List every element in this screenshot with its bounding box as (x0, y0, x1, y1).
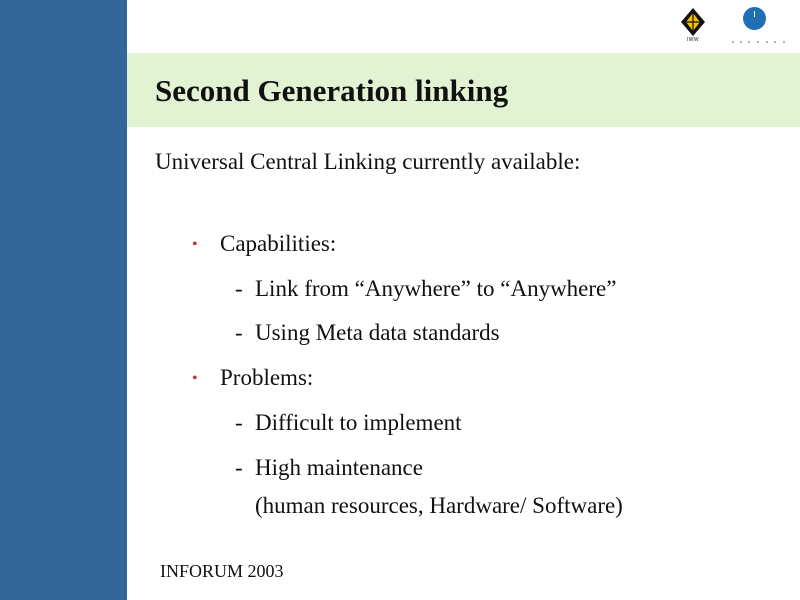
sub-item-high-maintenance (235, 453, 423, 483)
bullet-marker: • (192, 370, 198, 387)
right-logo-mark (754, 11, 755, 17)
left-sidebar-bar (0, 0, 127, 600)
sub-item-marker: - (235, 410, 243, 435)
sub-item-marker: - (235, 455, 243, 480)
bullet-text: Capabilities: (220, 231, 337, 256)
sub-item-text: High maintenance (255, 455, 423, 480)
sub-item-link-anywhere (235, 274, 616, 304)
sub-item-metadata-standards (235, 318, 500, 348)
slide-subtitle: Universal Central Linking currently available: (155, 149, 581, 174)
bullet-capabilities (192, 229, 336, 260)
bullet-problems (192, 363, 313, 394)
slide-title: Second Generation linking (155, 73, 509, 108)
sub-item-text: Difficult to implement (255, 410, 462, 435)
bullet-marker: • (192, 236, 198, 253)
sub-item-marker: - (235, 320, 243, 345)
sub-item-marker: - (235, 276, 243, 301)
bullet-text: Problems: (220, 365, 314, 390)
sub-item-text: Using Meta data standards (255, 320, 500, 345)
left-logo-caption: IWW (686, 37, 700, 43)
sub-item-text: Link from “Anywhere” to “Anywhere” (255, 276, 617, 301)
sub-item-continuation: (human resources, Hardware/ Software) (255, 493, 623, 518)
slide-footer: INFORUM 2003 (160, 561, 284, 581)
sub-item-difficult (235, 408, 462, 438)
right-logo-dots-icon (731, 40, 791, 44)
